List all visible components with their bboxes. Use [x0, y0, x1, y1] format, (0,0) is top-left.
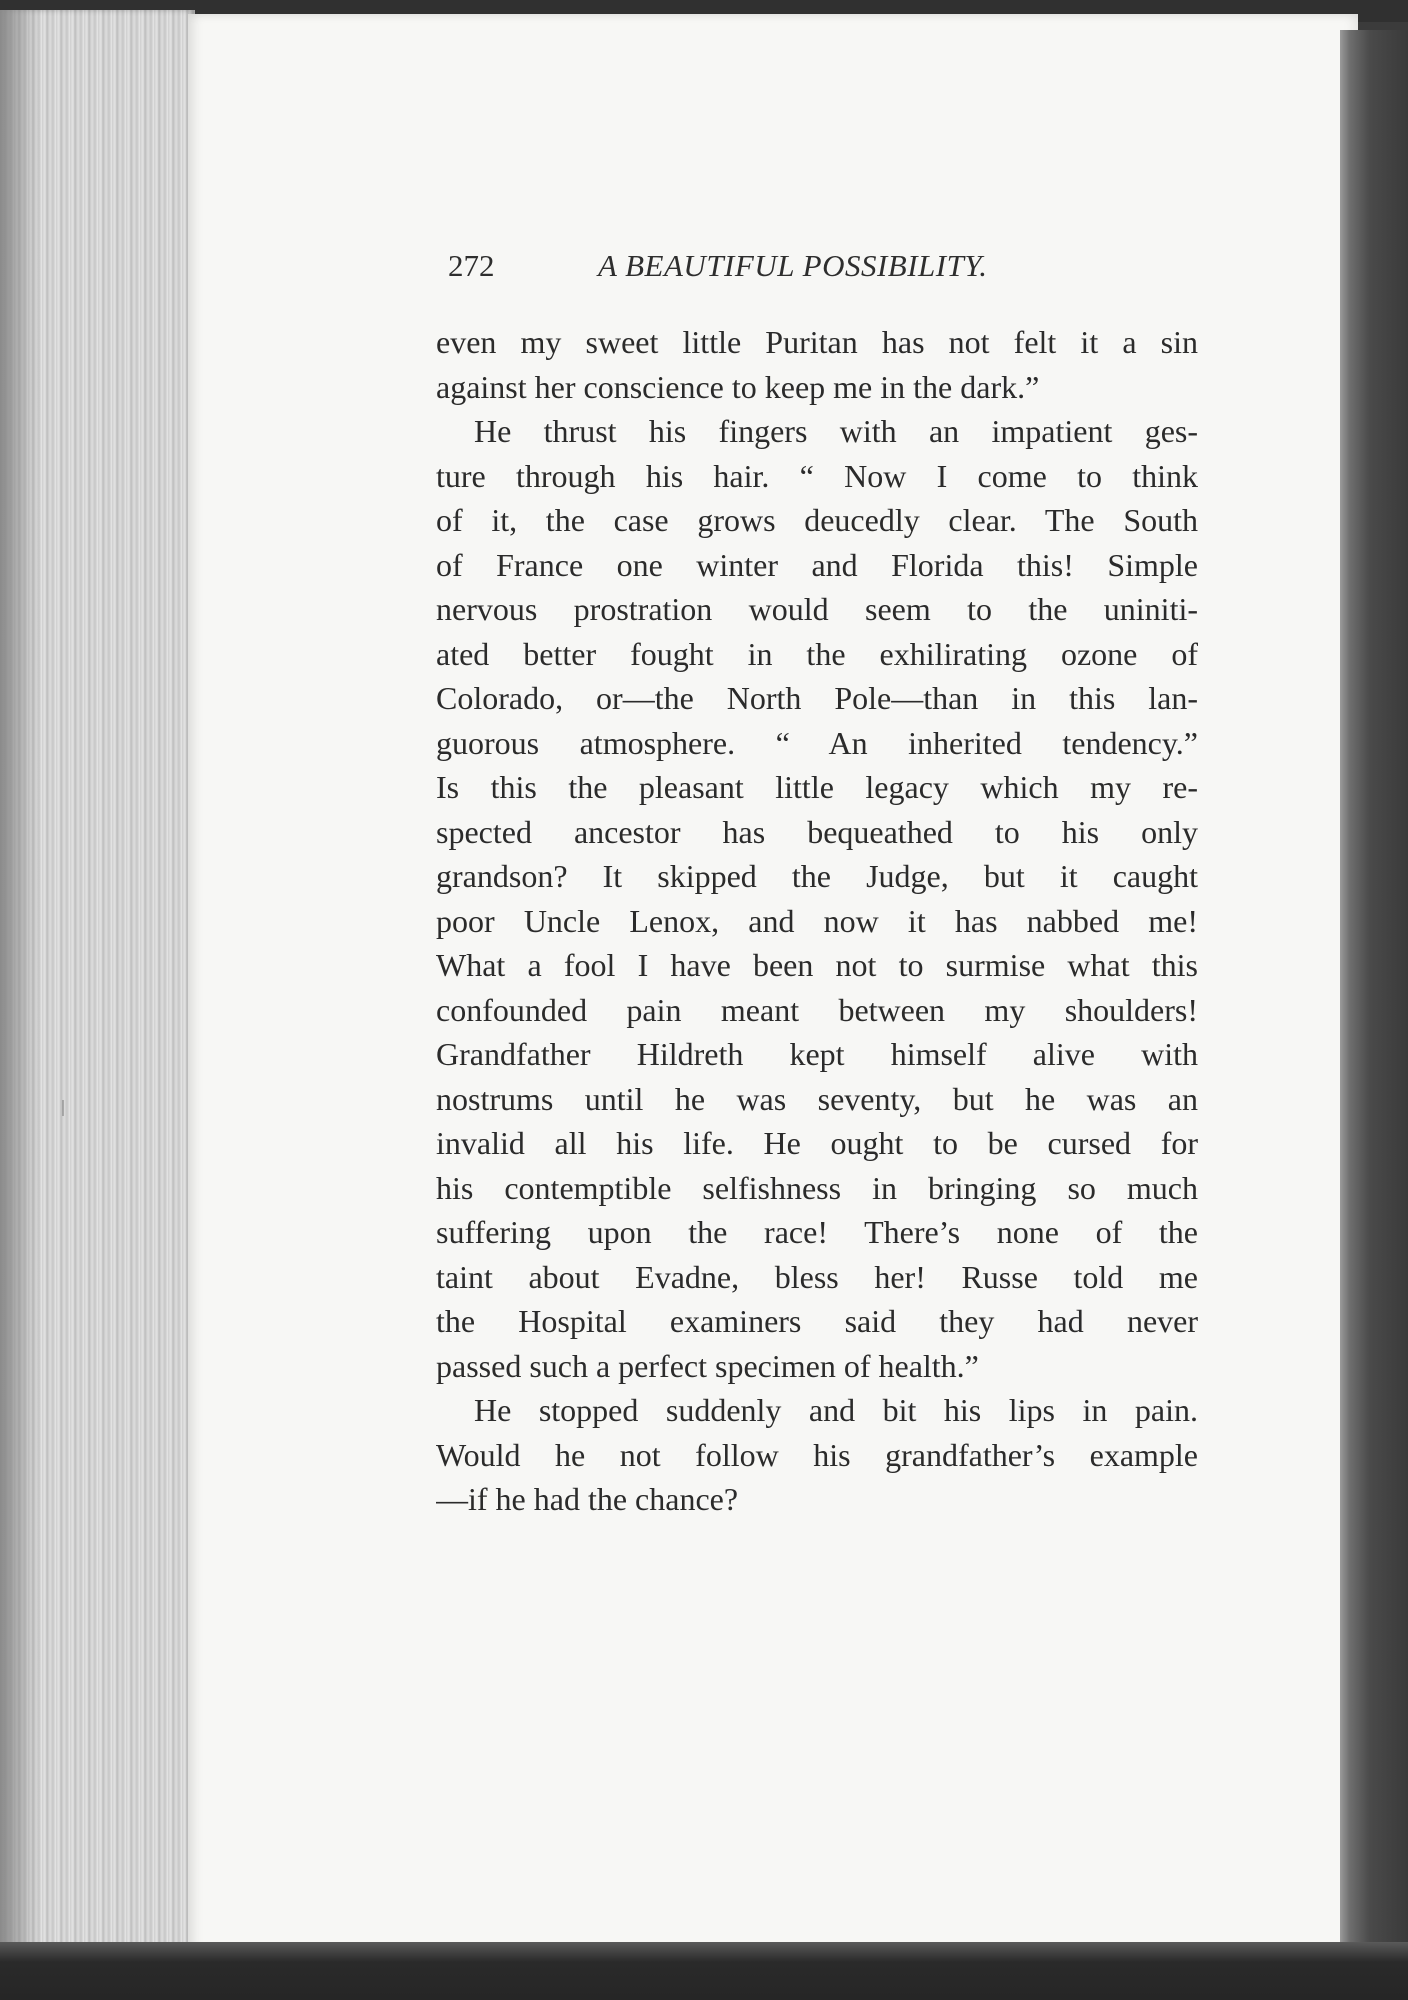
text-line: confounded pain meant between my shoulders!: [436, 991, 1198, 1028]
text-line: his contemptible selfishness in bringing so much: [436, 1169, 1198, 1206]
text-line: Is this the pleasant little legacy which my re-: [436, 769, 1198, 805]
text-line: even my sweet little Puritan has not felt it a sin: [436, 324, 1198, 360]
text-line: of it, the case grows deucedly clear. The South: [436, 502, 1198, 538]
text-line: suffering upon the race! There’s none of the: [436, 1214, 1198, 1250]
running-title: A BEAUTIFUL POSSIBILITY.: [598, 248, 988, 283]
text-line: against her conscience to keep me in the dark.”: [436, 368, 1040, 405]
text-line: He stopped suddenly and bit his lips in pain.: [474, 1392, 1198, 1428]
text-line: He thrust his fingers with an impatient ges-: [474, 413, 1198, 449]
text-line: spected ancestor has bequeathed to his only: [436, 813, 1198, 850]
text-line: What a fool I have been not to surmise what this: [436, 947, 1198, 983]
text-line: Colorado, or—the North Pole—than in this lan-: [436, 680, 1198, 716]
running-head: [448, 244, 1068, 288]
text-line: taint about Evadne, bless her! Russe told me: [436, 1258, 1198, 1295]
text-line: ated better fought in the exhilirating ozone of: [436, 635, 1198, 672]
text-line: of France one winter and Florida this! Simple: [436, 546, 1198, 583]
text-line: —if he had the chance?: [436, 1481, 739, 1517]
text-line: Grandfather Hildreth kept himself alive with: [436, 1036, 1198, 1072]
text-line: ture through his hair. “ Now I come to think: [436, 457, 1198, 494]
page-edge-shadow: [0, 10, 40, 1970]
scan-bottom-border: [0, 1942, 1408, 2000]
scan-right-border: [1340, 30, 1408, 1990]
text-line: poor Uncle Lenox, and now it has nabbed me!: [436, 902, 1198, 939]
page-number: 272: [448, 248, 495, 283]
text-line: nostrums until he was seventy, but he was an: [436, 1080, 1198, 1117]
text-line: guorous atmosphere. “ An inherited tendency.”: [436, 724, 1198, 761]
text-line: nervous prostration would seem to the uniniti-: [436, 591, 1198, 627]
text-line: invalid all his life. He ought to be cursed for: [436, 1125, 1198, 1161]
text-line: the Hospital examiners said they had never: [436, 1303, 1198, 1339]
text-line: Would he not follow his grandfather’s example: [436, 1436, 1198, 1473]
body-text: [436, 320, 1198, 1522]
text-line: passed such a perfect specimen of health.”: [436, 1347, 979, 1384]
text-line: grandson? It skipped the Judge, but it caught: [436, 858, 1198, 894]
smudge-mark: [62, 1100, 64, 1116]
